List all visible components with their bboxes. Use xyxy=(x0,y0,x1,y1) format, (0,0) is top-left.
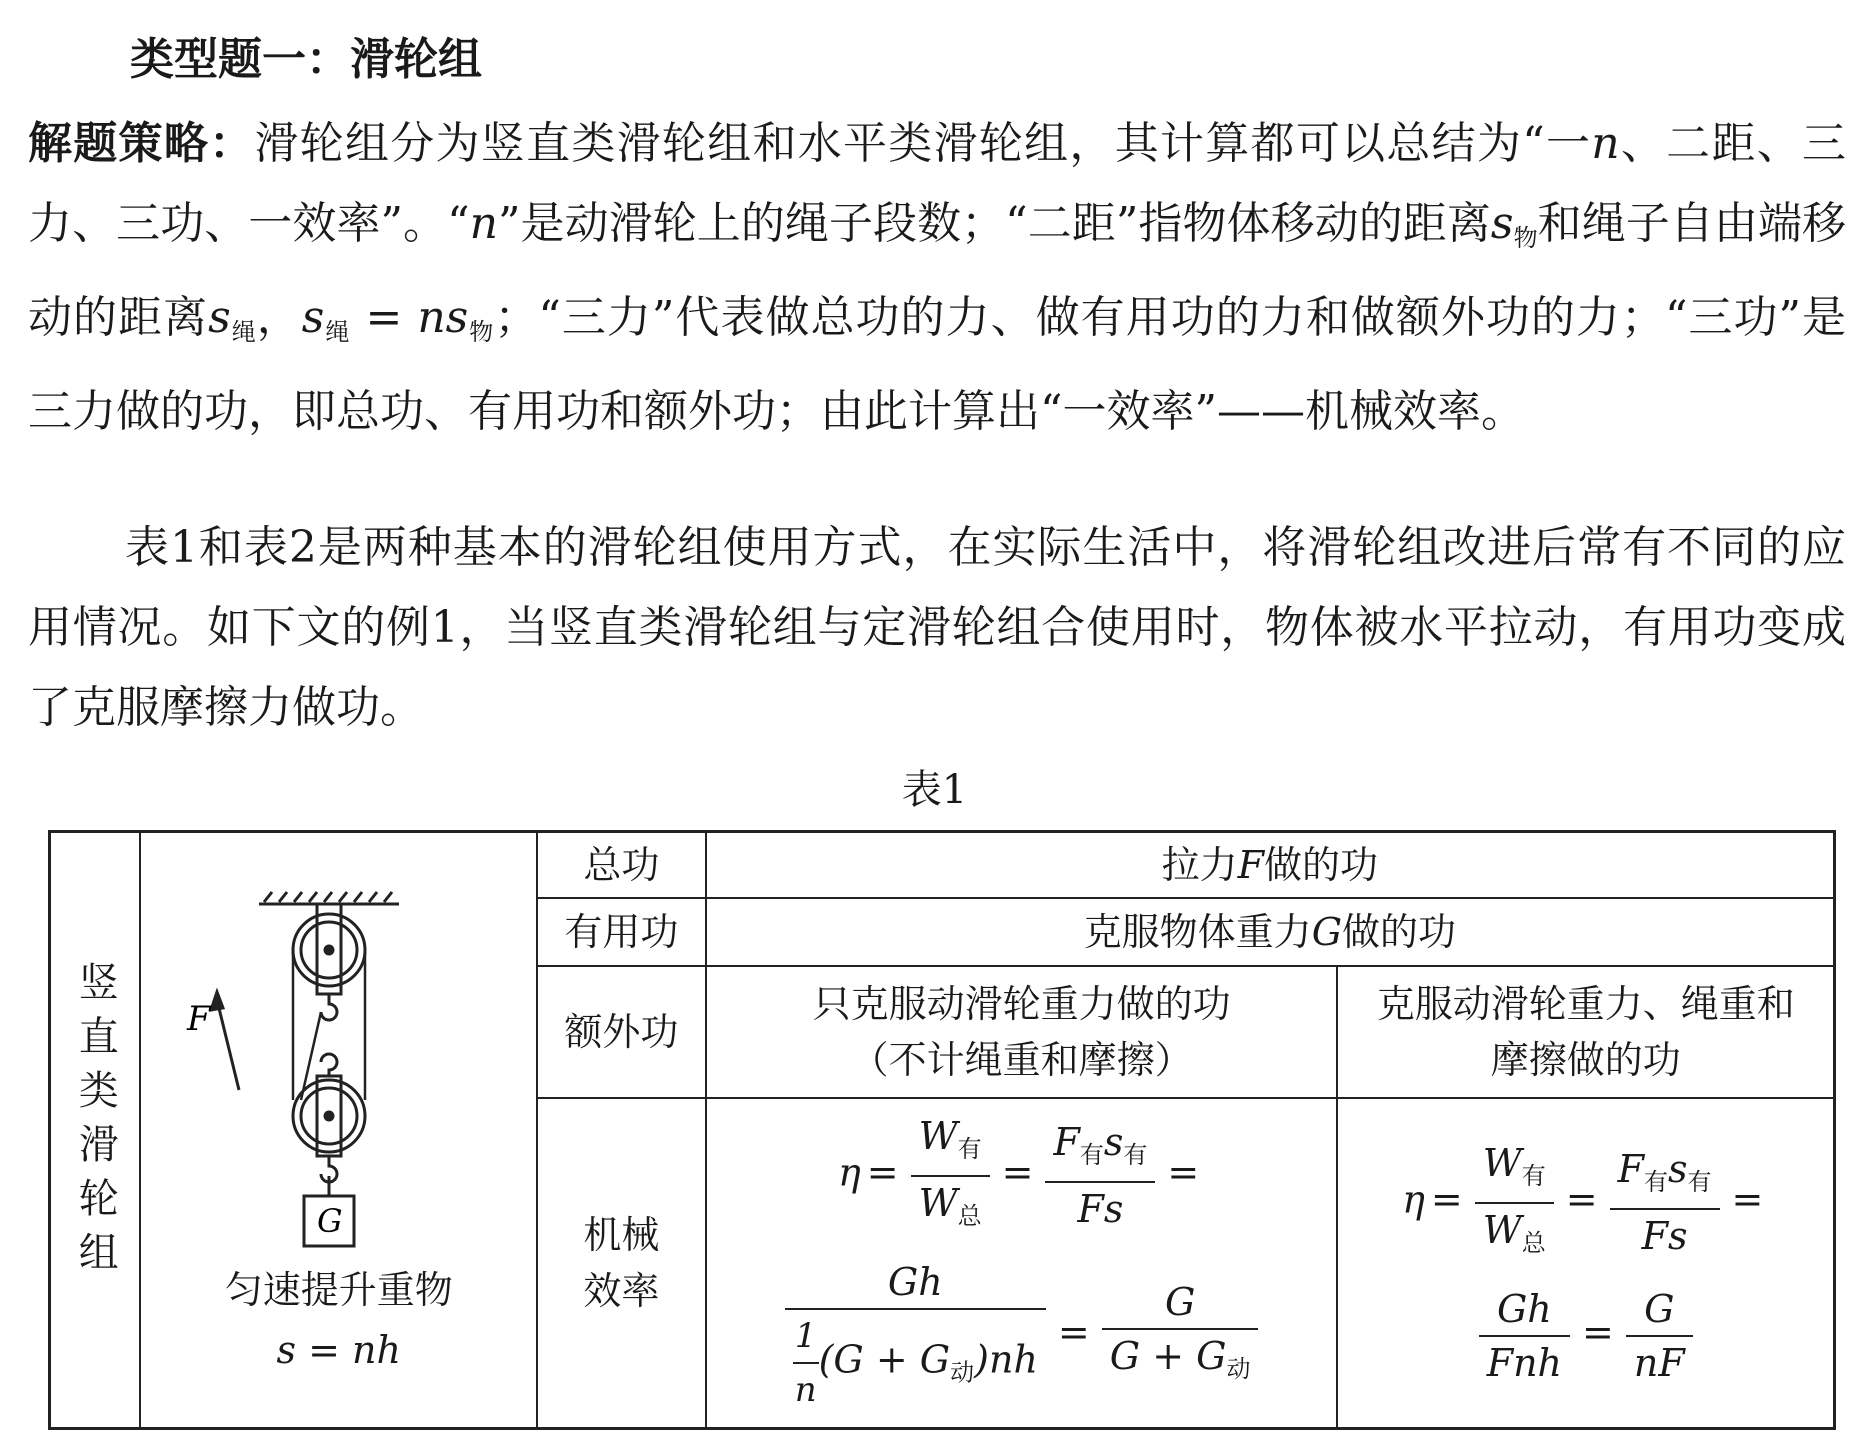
eff-label-1: 机械 xyxy=(583,1212,660,1257)
efficiency-label xyxy=(537,1098,706,1429)
diagram-relation: s = nh xyxy=(276,1328,401,1372)
fraction-fs xyxy=(1045,1116,1155,1235)
equals: = xyxy=(1167,1150,1200,1195)
sub: 动 xyxy=(950,1358,975,1387)
subscript: 物 xyxy=(468,318,495,346)
text: ， xyxy=(256,292,302,343)
total-work-value xyxy=(706,832,1835,898)
fixed-pulley-icon xyxy=(293,904,365,1020)
gh: Gh xyxy=(1479,1283,1570,1337)
w: W xyxy=(918,1180,958,1225)
category-label: 竖直类滑轮组 xyxy=(72,960,119,1285)
subscript: 绳 xyxy=(324,318,351,346)
sub: 动 xyxy=(1226,1355,1251,1384)
var-ns: ns xyxy=(417,292,469,343)
fraction-g xyxy=(1102,1276,1259,1395)
var-s: s xyxy=(1490,198,1514,249)
fraction-fs xyxy=(1610,1143,1720,1262)
nh: )nh xyxy=(974,1337,1038,1382)
text: 、二距、三力、三功、一效率”。“ xyxy=(28,118,1847,249)
formula-a-line1 xyxy=(707,1110,1337,1242)
pulley-diagram xyxy=(186,880,469,1260)
ceiling-icon xyxy=(259,892,399,904)
text: 表1和表2是两种基本的滑轮组使用方式，在实际生活中，将滑轮组改进后常有不同的应用情况。如下文的例1，当竖直类滑轮组与定滑轮组合使用时，物体被水平拉动，有用功变成了克服摩擦力做功。 xyxy=(28,522,1846,733)
w: W xyxy=(1482,1207,1522,1252)
sub: 有 xyxy=(1123,1141,1148,1170)
var-s: s xyxy=(208,292,231,343)
force-arrow-icon xyxy=(211,992,239,1090)
fraction-one-n xyxy=(793,1310,819,1416)
fraction-gh xyxy=(785,1256,1046,1416)
subscript: 绳 xyxy=(230,318,257,346)
equals: = xyxy=(1001,1150,1034,1195)
w: W xyxy=(918,1113,958,1158)
equals: = xyxy=(1430,1177,1463,1222)
formula-a-line2 xyxy=(707,1256,1337,1416)
f: F xyxy=(1617,1147,1644,1192)
sub: 有 xyxy=(1079,1141,1104,1170)
extra-work-label: 额外功 xyxy=(537,966,706,1098)
text: = xyxy=(350,292,418,343)
equals: = xyxy=(866,1150,899,1195)
extra-b-line2: 摩擦做的功 xyxy=(1490,1037,1681,1082)
useful-work-value xyxy=(706,898,1835,966)
equals: = xyxy=(1565,1177,1598,1222)
text: ”是动滑轮上的绳子段数；“二距”指物体移动的距离 xyxy=(497,198,1491,249)
gh: Gh xyxy=(785,1256,1046,1310)
fraction-w xyxy=(1475,1137,1554,1269)
strategy-paragraph xyxy=(28,104,1846,452)
n: n xyxy=(794,1369,817,1410)
text: 和绳子自由端移动的距离 xyxy=(28,198,1847,343)
fs: Fs xyxy=(1077,1187,1124,1232)
sub: 总 xyxy=(957,1201,982,1230)
w: W xyxy=(1482,1140,1522,1185)
text: 做的功 xyxy=(1342,909,1457,954)
weight-label: G xyxy=(316,1202,343,1240)
application-paragraph xyxy=(28,508,1846,748)
extra-a-line1: 只克服动滑轮重力做的功 xyxy=(812,981,1231,1026)
text: 克服物体重力 xyxy=(1083,909,1312,954)
nf: nF xyxy=(1633,1340,1685,1385)
eff-label-2: 效率 xyxy=(583,1268,660,1313)
s: s xyxy=(1667,1147,1688,1192)
sub: 有 xyxy=(1521,1161,1546,1190)
g-plus: G + G xyxy=(1109,1334,1227,1379)
extra-b-line1: 克服动滑轮重力、绳重和 xyxy=(1376,981,1795,1026)
text: 拉力 xyxy=(1161,842,1238,887)
f: F xyxy=(1053,1120,1080,1165)
equals: = xyxy=(1057,1310,1090,1355)
efficiency-formula-ideal xyxy=(706,1098,1338,1429)
extra-work-real xyxy=(1337,966,1834,1098)
eta: η xyxy=(837,1150,861,1195)
formula-b-line1 xyxy=(1338,1137,1833,1269)
diagram-cell xyxy=(140,832,537,1429)
category-cell xyxy=(50,832,141,1429)
sub: 有 xyxy=(1643,1168,1668,1197)
var-s: s xyxy=(301,292,325,343)
var-F: F xyxy=(1237,842,1265,887)
g: G xyxy=(1102,1276,1259,1330)
force-label: F xyxy=(186,999,211,1039)
var-n: n xyxy=(1591,118,1620,169)
text: 做的功 xyxy=(1264,842,1379,887)
text: 滑轮组分为竖直类滑轮组和水平类滑轮组，其计算都可以总结为“一 xyxy=(254,118,1592,169)
pulley-table xyxy=(48,830,1836,1430)
var-n: n xyxy=(469,198,498,249)
g: G xyxy=(1626,1283,1693,1337)
sub: 有 xyxy=(1687,1168,1712,1197)
subscript: 物 xyxy=(1513,224,1538,252)
diagram-caption: 匀速提升重物 xyxy=(224,1268,453,1312)
equals: = xyxy=(1582,1310,1614,1355)
text: ；“三力”代表做总功的力、做有用功的力和做额外功的力；“三功”是三力做的功，即总功、有用功和额外功；由此计算出“一效率”——机械效率。 xyxy=(28,292,1847,437)
movable-pulley-icon xyxy=(293,1054,365,1196)
strategy-lead: 解题策略： xyxy=(28,118,255,169)
fs: Fs xyxy=(1641,1214,1688,1259)
extra-a-line2: （不计绳重和摩擦） xyxy=(850,1037,1193,1082)
extra-work-ideal xyxy=(706,966,1338,1098)
fnh: Fnh xyxy=(1486,1340,1563,1385)
one: 1 xyxy=(793,1310,819,1364)
var-G: G xyxy=(1311,909,1343,954)
fraction-gh-fnh xyxy=(1479,1283,1570,1389)
useful-work-label: 有用功 xyxy=(537,898,706,966)
fraction-w xyxy=(911,1110,990,1242)
equals: = xyxy=(1731,1177,1764,1222)
section-heading: 类型题一：滑轮组 xyxy=(130,34,482,85)
s: s xyxy=(1103,1120,1124,1165)
g-paren: (G + G xyxy=(818,1337,951,1382)
total-work-label: 总功 xyxy=(537,832,706,898)
sub: 总 xyxy=(1521,1228,1546,1257)
fraction-g-nf xyxy=(1626,1283,1693,1389)
formula-b-line2 xyxy=(1338,1283,1833,1389)
sub: 有 xyxy=(957,1134,982,1163)
eta: η xyxy=(1402,1177,1425,1222)
efficiency-formula-real xyxy=(1337,1098,1834,1429)
table-caption: 表1 xyxy=(901,767,968,813)
